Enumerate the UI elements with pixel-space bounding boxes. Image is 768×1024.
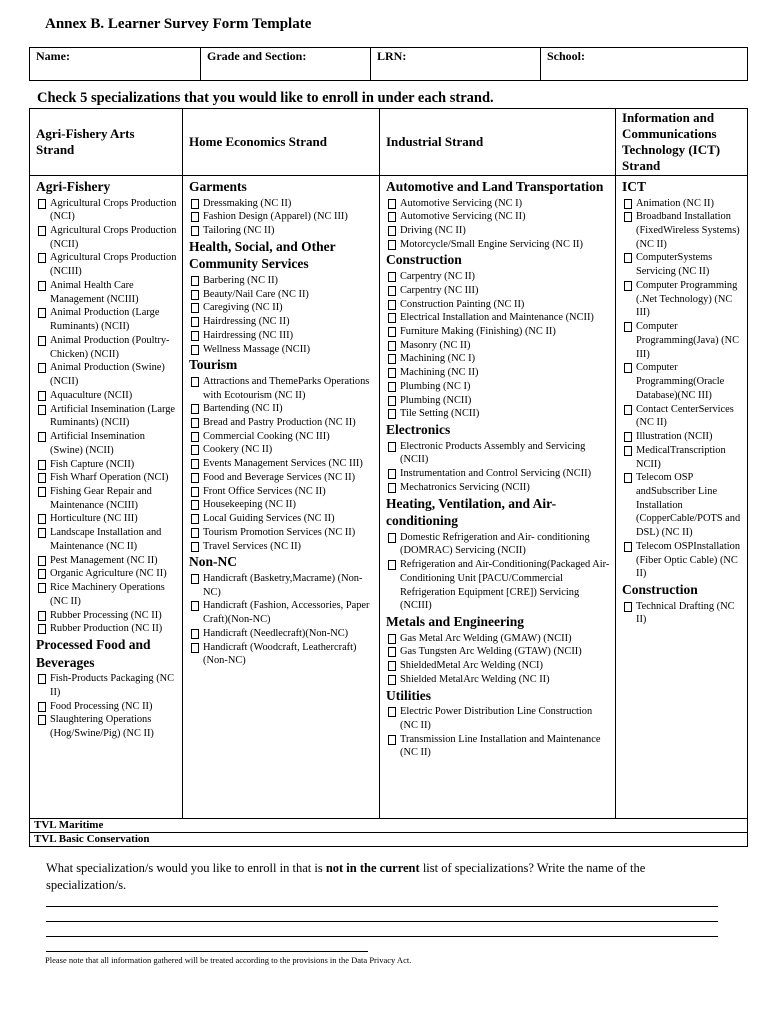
checkbox[interactable] [38, 253, 46, 263]
specialization-label: Fish-Products Packaging (NC II) [50, 673, 175, 698]
checkbox[interactable] [388, 286, 396, 296]
specialization-item[interactable] [189, 301, 375, 315]
group-heading: Non-NC [189, 554, 238, 570]
specialization-label: Carpentry (NC III) [400, 284, 479, 296]
group-heading: Agri-Fishery [36, 179, 111, 194]
group-heading: Health, Social, and Other Community Services [189, 238, 336, 272]
checkbox[interactable] [388, 647, 396, 657]
specialization-label: Animation (NC II) [636, 197, 714, 209]
specialization-label: Mechatronics Servicing (NCII) [400, 481, 530, 493]
group-heading: Garments [189, 179, 247, 194]
checkbox[interactable] [191, 542, 199, 552]
specialization-label: Organic Agriculture (NC II) [50, 568, 167, 580]
specialization-item[interactable] [189, 526, 375, 540]
specialization-label: Electronic Products Assembly and Servicing (NCII) [400, 440, 586, 466]
checkbox[interactable] [388, 634, 396, 644]
specialization-label: Fish Capture (NCII) [50, 458, 135, 470]
specialization-item[interactable] [622, 430, 743, 444]
specialization-item[interactable] [36, 389, 178, 403]
specialization-item[interactable] [36, 471, 178, 485]
specialization-item[interactable] [36, 430, 178, 457]
checkbox[interactable] [624, 602, 632, 612]
specialization-item[interactable] [36, 224, 178, 251]
checkbox[interactable] [388, 560, 396, 570]
checkbox[interactable] [388, 661, 396, 671]
specialization-label: Housekeeping (NC II) [203, 499, 296, 511]
specialization-item[interactable] [36, 622, 178, 636]
checkbox[interactable] [624, 363, 632, 373]
specialization-item[interactable] [386, 311, 611, 325]
group-heading: Construction [386, 252, 462, 268]
checkbox[interactable] [191, 629, 199, 639]
specialization-item[interactable] [386, 224, 611, 238]
group-heading: Metals and Engineering [386, 614, 525, 630]
checkbox[interactable] [624, 199, 632, 209]
learner-info-table [29, 47, 748, 81]
name-field[interactable]: Name: [30, 48, 201, 81]
checkbox[interactable] [191, 514, 199, 524]
specialization-item[interactable] [189, 457, 375, 471]
checkbox[interactable] [388, 368, 396, 378]
specialization-label: Electrical Installation and Maintenance (NCII) [400, 312, 594, 324]
specialization-label: ComputerSystems Servicing (NC II) [636, 252, 713, 278]
group-heading: ICT [622, 179, 647, 194]
specialization-label: Events Management Services (NC III) [203, 458, 363, 470]
form-title: Annex B. Learner Survey Form Template [45, 16, 312, 32]
specialization-label: Contact CenterServices (NC II) [636, 403, 734, 429]
strand-column [183, 176, 380, 819]
specialization-item[interactable] [386, 284, 611, 298]
checkbox[interactable] [38, 715, 46, 725]
specialization-label: Domestic Refrigeration and Air- conditioning (DOMRAC) Servicing (NCII) [400, 531, 590, 557]
checkbox[interactable] [38, 624, 46, 634]
checkbox[interactable] [38, 583, 46, 593]
checkbox[interactable] [191, 345, 199, 355]
specialization-item[interactable] [386, 440, 611, 467]
specialization-label: Aquaculture (NCII) [50, 389, 133, 401]
checkbox[interactable] [191, 199, 199, 209]
specialization-item[interactable] [189, 471, 375, 485]
specialization-item[interactable] [622, 210, 743, 251]
checkbox[interactable] [191, 317, 199, 327]
privacy-note: Please note that all information gathered will be treated according to the provisions in the Data Privacy Act. [45, 955, 412, 965]
checkbox[interactable] [388, 300, 396, 310]
specialization-label: Construction Painting (NC II) [400, 298, 525, 310]
checkbox[interactable] [388, 272, 396, 282]
checkbox[interactable] [38, 391, 46, 401]
answer-line[interactable] [46, 951, 368, 952]
specialization-label: Motorcycle/Small Engine Servicing (NC II) [400, 238, 583, 250]
specialization-label: Barbering (NC II) [203, 274, 279, 286]
specialization-item[interactable] [386, 197, 611, 211]
checkbox[interactable] [388, 354, 396, 364]
answer-line[interactable] [46, 936, 718, 937]
specialization-label: Food and Beverage Services (NC II) [203, 471, 356, 483]
specialization-label: Gas Metal Arc Welding (GMAW) (NCII) [400, 632, 572, 644]
specialization-item[interactable] [36, 251, 178, 278]
specialization-label: Bread and Pastry Production (NC II) [203, 417, 356, 428]
specialization-item[interactable] [36, 403, 178, 430]
checkbox[interactable] [38, 487, 46, 497]
specialization-label: Horticulture (NC III) [50, 513, 138, 525]
specialization-label: Telecom OSP andSubscriber Line Installation (CopperCable/POTS and DSL) (NC II) [636, 472, 741, 539]
checkbox[interactable] [191, 404, 199, 414]
specialization-item[interactable] [386, 673, 611, 687]
group-heading: Heating, Ventilation, and Air-conditioning [386, 495, 557, 529]
specialization-item[interactable] [189, 572, 375, 599]
specialization-label: Automotive Servicing (NC I) [400, 197, 523, 209]
specialization-label: Fish Wharf Operation (NCI) [50, 472, 169, 484]
checkbox[interactable] [191, 331, 199, 341]
checkbox[interactable] [624, 446, 632, 456]
checkbox[interactable] [38, 611, 46, 621]
specialization-label: Cookery (NC II) [203, 444, 273, 456]
checkbox[interactable] [388, 327, 396, 337]
specialization-label: Driving (NC II) [400, 225, 466, 237]
checkbox[interactable] [624, 212, 632, 222]
specialization-item[interactable] [189, 627, 375, 641]
strand-header-industrial: Industrial Strand [380, 109, 616, 176]
specialization-label: Agricultural Crops Production (NCII) [50, 225, 177, 250]
specialization-label: Plumbing (NC I) [400, 380, 471, 392]
specialization-label: Shielded MetalArc Welding (NC II) [400, 673, 550, 685]
answer-line[interactable] [46, 906, 718, 907]
checkbox[interactable] [38, 281, 46, 291]
specialization-item[interactable] [36, 197, 178, 224]
checkbox[interactable] [38, 405, 46, 415]
other-specialization-question [46, 860, 726, 894]
specialization-item[interactable] [386, 407, 611, 421]
specialization-label: Handicraft (Basketry,Macrame) (Non-NC) [203, 572, 363, 598]
specialization-label: Agricultural Crops Production (NCI) [50, 197, 177, 223]
specialization-item[interactable] [622, 600, 743, 627]
specialization-item[interactable] [189, 315, 375, 329]
specialization-label: Handicraft (Woodcraft, Leathercraft) (Non-NC) [203, 641, 357, 667]
checkbox[interactable] [624, 253, 632, 263]
specialization-item[interactable] [622, 471, 743, 540]
checkbox[interactable] [38, 460, 46, 470]
checkbox[interactable] [624, 405, 632, 415]
checkbox[interactable] [388, 409, 396, 419]
specialization-item[interactable] [36, 334, 178, 361]
specialization-label: Hairdressing (NC III) [203, 329, 294, 341]
specialization-item[interactable] [622, 197, 743, 211]
specialization-item[interactable] [189, 210, 375, 224]
specialization-item[interactable] [36, 581, 178, 608]
checkbox[interactable] [388, 396, 396, 406]
specialization-label: Automotive Servicing (NC II) [400, 211, 526, 223]
checkbox[interactable] [38, 226, 46, 236]
footer-row-maritime: TVL Maritime [30, 819, 748, 833]
checkbox[interactable] [38, 569, 46, 579]
specialization-item[interactable] [189, 329, 375, 343]
instruction-text: Check 5 specializations that you would like to enroll in under each strand. [37, 90, 494, 106]
specialization-label: Caregiving (NC II) [203, 302, 283, 314]
specialization-item[interactable] [189, 540, 375, 554]
checkbox[interactable] [191, 445, 199, 455]
specialization-item[interactable] [386, 366, 611, 380]
checkbox[interactable] [388, 212, 396, 222]
specialization-label: Tailoring (NC II) [203, 225, 275, 237]
specialization-label: Broadband Installation (FixedWireless Systems)(NC II) [636, 211, 740, 250]
specialization-label: Rice Machinery Operations (NC II) [50, 582, 165, 607]
group-heading: Electronics [386, 422, 451, 438]
checkbox[interactable] [624, 281, 632, 291]
checkbox[interactable] [624, 322, 632, 332]
specialization-item[interactable] [189, 416, 375, 430]
checkbox[interactable] [388, 226, 396, 236]
strand-header-home-economics: Home Economics Strand [183, 109, 380, 176]
specialization-label: Furniture Making (Finishing) (NC II) [400, 325, 556, 337]
specialization-item[interactable] [36, 361, 178, 388]
specialization-item[interactable] [622, 279, 743, 320]
checkbox[interactable] [191, 377, 199, 387]
checkbox[interactable] [388, 382, 396, 392]
checkbox[interactable] [191, 432, 199, 442]
specialization-item[interactable] [386, 659, 611, 673]
specialization-item[interactable] [189, 343, 375, 357]
checkbox[interactable] [191, 473, 199, 483]
specialization-item[interactable] [622, 251, 743, 278]
specialization-label: Attractions and ThemeParks Operations with Ecotourism (NC II) [203, 375, 370, 401]
specialization-item[interactable] [36, 485, 178, 512]
specialization-item[interactable] [36, 567, 178, 581]
checkbox[interactable] [388, 533, 396, 543]
specialization-item[interactable] [36, 700, 178, 714]
checkbox[interactable] [191, 643, 199, 653]
specialization-item[interactable] [36, 279, 178, 306]
specialization-item[interactable] [386, 352, 611, 366]
specialization-item[interactable] [386, 270, 611, 284]
specialization-label: Telecom OSPInstallation (Fiber Optic Cable) (NC II) [636, 540, 741, 580]
specialization-item[interactable] [36, 713, 178, 740]
specialization-item[interactable] [386, 339, 611, 353]
specialization-item[interactable] [386, 394, 611, 408]
specialization-label: Plumbing (NCII) [400, 394, 472, 406]
specialization-label: Beauty/Nail Care (NC II) [203, 288, 309, 300]
specialization-item[interactable] [189, 498, 375, 512]
strand-header-ict: Information and Communications Technology (ICT) Strand [616, 109, 748, 176]
specialization-label: Slaughtering Operations (Hog/Swine/Pig) (NC II) [50, 714, 154, 740]
specialization-label: Fishing Gear Repair and Maintenance (NCIII) [50, 485, 152, 511]
checkbox[interactable] [191, 500, 199, 510]
question-text-after: list of specializations? Write the name of the specialization/s. [46, 861, 646, 892]
specialization-item[interactable] [189, 224, 375, 238]
specialization-item[interactable] [386, 632, 611, 646]
specialization-item[interactable] [622, 361, 743, 402]
specialization-label: Wellness Massage (NCII) [203, 343, 311, 355]
checkbox[interactable] [624, 432, 632, 442]
specialization-item[interactable] [189, 402, 375, 416]
specialization-label: Rubber Processing (NC II) [50, 609, 162, 621]
checkbox[interactable] [38, 363, 46, 373]
specialization-label: Animal Production (Swine) (NCII) [50, 362, 165, 388]
school-field[interactable]: School: [541, 48, 748, 81]
specialization-item[interactable] [36, 458, 178, 472]
specialization-item[interactable] [386, 705, 611, 732]
specialization-item[interactable] [189, 274, 375, 288]
specialization-item[interactable] [36, 609, 178, 623]
specialization-label: Artificial Insemination (Swine) (NCII) [50, 431, 145, 456]
group-heading: Tourism [189, 357, 238, 373]
answer-line[interactable] [46, 921, 718, 922]
specialization-label: Computer Programming(Java) (NC III) [636, 321, 740, 360]
specialization-item[interactable] [189, 512, 375, 526]
specialization-item[interactable] [36, 554, 178, 568]
specialization-item[interactable] [622, 320, 743, 361]
specialization-label: Computer Programming(Oracle Database)(NC III) [636, 362, 725, 401]
group-heading: Automotive and Land Transportation [386, 179, 604, 194]
specialization-item[interactable] [386, 531, 611, 558]
specialization-item[interactable] [189, 430, 375, 444]
strand-column [380, 176, 616, 819]
specialization-item[interactable] [386, 238, 611, 252]
specialization-label: Artificial Insemination (Large Ruminants) (NCII) [50, 403, 176, 429]
checkbox[interactable] [388, 483, 396, 493]
specialization-item[interactable] [622, 403, 743, 430]
specialization-item[interactable] [189, 485, 375, 499]
specialization-item[interactable] [386, 481, 611, 495]
strand-header-agri: Agri-Fishery Arts Strand [30, 109, 183, 176]
specialization-label: Machining (NC II) [400, 367, 479, 379]
checkbox[interactable] [388, 735, 396, 745]
specialization-label: Travel Services (NC II) [203, 540, 302, 552]
checkbox[interactable] [624, 542, 632, 552]
checkbox[interactable] [388, 675, 396, 685]
specialization-label: Commercial Cooking (NC III) [203, 430, 330, 442]
checkbox[interactable] [388, 341, 396, 351]
group-heading: Processed Food and Beverages [36, 637, 151, 670]
specialization-item[interactable] [36, 512, 178, 526]
checkbox[interactable] [38, 308, 46, 318]
specialization-item[interactable] [189, 288, 375, 302]
specialization-item[interactable] [189, 599, 375, 626]
checkbox[interactable] [38, 199, 46, 209]
specialization-label: Refrigeration and Air-Conditioning(Packaged Air-Conditioning Unit [PACU/Commercial Refrigeration Equipment [CRE]) Servicing (NCIII) [400, 559, 610, 612]
checkbox[interactable] [191, 303, 199, 313]
group-heading: Construction [622, 582, 698, 598]
checkbox[interactable] [191, 601, 199, 611]
specialization-label: Pest Management (NC II) [50, 554, 158, 566]
specialization-label: Masonry (NC II) [400, 339, 471, 351]
specialization-item[interactable] [386, 325, 611, 339]
specialization-item[interactable] [386, 558, 611, 613]
specialization-label: Hairdressing (NC II) [203, 316, 290, 328]
specialization-item[interactable] [36, 672, 178, 699]
strand-column [616, 176, 748, 819]
specialization-item[interactable] [189, 375, 375, 402]
checkbox[interactable] [388, 469, 396, 479]
checkbox[interactable] [624, 473, 632, 483]
specialization-label: Technical Drafting (NC II) [636, 600, 735, 626]
specialization-label: Tile Setting (NCII) [400, 408, 480, 420]
checkbox[interactable] [388, 199, 396, 209]
specialization-label: Transmission Line Installation and Maintenance (NC II) [400, 733, 601, 759]
specialization-label: Animal Health Care Management (NCIII) [50, 279, 139, 305]
checkbox[interactable] [38, 514, 46, 524]
specialization-label: Electric Power Distribution Line Construction (NC II) [400, 706, 593, 731]
specialization-item[interactable] [386, 298, 611, 312]
checkbox[interactable] [191, 212, 199, 222]
specialization-label: MedicalTranscription NCII) [636, 444, 726, 470]
specialization-label: ShieldedMetal Arc Welding (NCI) [400, 660, 543, 672]
specialization-label: Illustration (NCII) [636, 431, 713, 443]
checkbox[interactable] [38, 702, 46, 712]
specialization-item[interactable] [622, 444, 743, 471]
specialization-item[interactable] [386, 210, 611, 224]
grade-section-field[interactable]: Grade and Section: [201, 48, 371, 81]
specialization-label: Agricultural Crops Production (NCIII) [50, 252, 177, 278]
specialization-label: Front Office Services (NC II) [203, 485, 326, 497]
specialization-label: Handicraft (Needlecraft)(Non-NC) [203, 627, 349, 639]
checkbox[interactable] [38, 556, 46, 566]
checkbox[interactable] [38, 336, 46, 346]
checkbox[interactable] [191, 528, 199, 538]
specialization-item[interactable] [386, 380, 611, 394]
specialization-label: Food Processing (NC II) [50, 700, 153, 712]
question-text-before: What specialization/s would you like to enroll in that is [46, 861, 326, 875]
specialization-label: Fashion Design (Apparel) (NC III) [203, 211, 348, 223]
specialization-label: Animal Production (Large Ruminants) (NCII) [50, 307, 160, 333]
checkbox[interactable] [38, 674, 46, 684]
checkbox[interactable] [388, 313, 396, 323]
checkbox[interactable] [388, 707, 396, 717]
specialization-label: Computer Programming (.Net Technology) (NC III) [636, 279, 738, 319]
specialization-item[interactable] [36, 306, 178, 333]
specialization-item[interactable] [189, 197, 375, 211]
checkbox[interactable] [388, 240, 396, 250]
checkbox[interactable] [388, 442, 396, 452]
specialization-label: Landscape Installation and Maintenance (NC II) [50, 527, 162, 552]
specialization-label: Instrumentation and Control Servicing (NCII) [400, 468, 592, 480]
specialization-label: Tourism Promotion Services (NC II) [203, 526, 356, 538]
checkbox[interactable] [191, 226, 199, 236]
specialization-item[interactable] [386, 645, 611, 659]
specialization-label: Handicraft (Fashion, Accessories, Paper Craft)(Non-NC) [203, 600, 370, 626]
checkbox[interactable] [191, 459, 199, 469]
question-text-bold: not in the current [325, 861, 420, 875]
checkbox[interactable] [191, 290, 199, 300]
specialization-item[interactable] [622, 540, 743, 581]
specialization-label: Animal Production (Poultry-Chicken) (NCII) [50, 334, 170, 360]
specialization-item[interactable] [386, 733, 611, 760]
checkbox[interactable] [191, 418, 199, 428]
strands-table [29, 108, 748, 847]
specialization-label: Rubber Production (NC II) [50, 623, 163, 635]
specialization-label: Local Guiding Services (NC II) [203, 513, 335, 525]
specialization-item[interactable] [189, 641, 375, 668]
checkbox[interactable] [191, 276, 199, 286]
checkbox[interactable] [191, 487, 199, 497]
specialization-item[interactable] [189, 443, 375, 457]
lrn-field[interactable]: LRN: [371, 48, 541, 81]
checkbox[interactable] [38, 473, 46, 483]
specialization-label: Machining (NC I) [400, 353, 476, 365]
specialization-label: Dressmaking (NC II) [203, 197, 292, 209]
group-heading: Utilities [386, 687, 431, 703]
strand-column [30, 176, 183, 819]
footer-row-basic-conservation: TVL Basic Conservation [30, 833, 748, 847]
checkbox[interactable] [191, 574, 199, 584]
checkbox[interactable] [38, 528, 46, 538]
specialization-label: Carpentry (NC II) [400, 271, 476, 283]
specialization-item[interactable] [386, 467, 611, 481]
checkbox[interactable] [38, 432, 46, 442]
specialization-label: Gas Tungsten Arc Welding (GTAW) (NCII) [400, 646, 582, 658]
specialization-label: Bartending (NC II) [203, 403, 283, 415]
specialization-item[interactable] [36, 526, 178, 553]
